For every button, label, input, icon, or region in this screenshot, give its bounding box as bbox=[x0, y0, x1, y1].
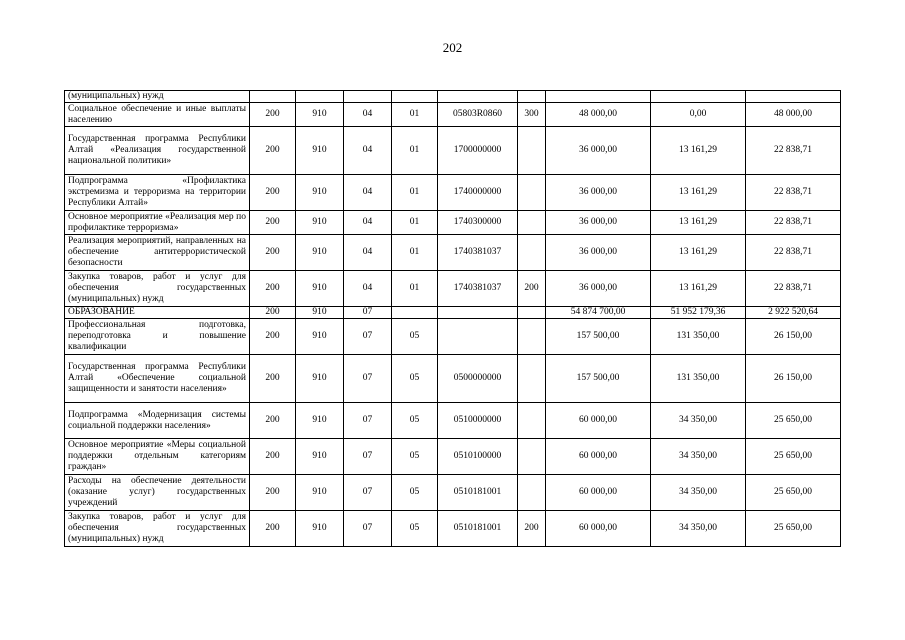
code-expense-type bbox=[518, 475, 546, 511]
value-remaining: 22 838,71 bbox=[746, 127, 841, 175]
code-expense-type bbox=[518, 211, 546, 235]
value-actual: 0,00 bbox=[651, 103, 746, 127]
value-plan: 36 000,00 bbox=[546, 235, 651, 271]
code-ministry: 910 bbox=[296, 127, 344, 175]
code-ministry: 910 bbox=[296, 403, 344, 439]
code-expense-type: 300 bbox=[518, 103, 546, 127]
row-name: Подпрограмма «Профилактика экстремизма и терроризма на территории Республики Алтай» bbox=[65, 175, 250, 211]
code-expense-type bbox=[518, 235, 546, 271]
code-expense-type bbox=[518, 175, 546, 211]
code-expense-type bbox=[518, 127, 546, 175]
code-section: 04 bbox=[344, 127, 392, 175]
value-remaining: 48 000,00 bbox=[746, 103, 841, 127]
code-target: 0500000000 bbox=[438, 355, 518, 403]
code-ministry: 910 bbox=[296, 439, 344, 475]
row-name: Государственная программа Республики Алтай «Реализация государственной национальной политики» bbox=[65, 127, 250, 175]
code-subsection: 01 bbox=[392, 103, 438, 127]
code-section: 07 bbox=[344, 307, 392, 319]
table-row bbox=[65, 475, 841, 511]
page-number: 202 bbox=[442, 40, 463, 55]
row-name: Закупка товаров, работ и услуг для обеспечения государственных (муниципальных) нужд bbox=[65, 511, 250, 547]
code-ministry: 910 bbox=[296, 235, 344, 271]
value-plan: 157 500,00 bbox=[546, 319, 651, 355]
code-target: 1700000000 bbox=[438, 127, 518, 175]
code-subsection: 05 bbox=[392, 355, 438, 403]
table-row bbox=[65, 439, 841, 475]
row-name: Социальное обеспечение и иные выплаты населению bbox=[65, 103, 250, 127]
row-name: Государственная программа Республики Алтай «Обеспечение социальной защищенности и занятости населения» bbox=[65, 355, 250, 403]
code-ministry: 910 bbox=[296, 319, 344, 355]
code-subsection bbox=[392, 91, 438, 103]
code-subsection: 01 bbox=[392, 235, 438, 271]
code-gr: 200 bbox=[250, 271, 296, 307]
code-section: 07 bbox=[344, 439, 392, 475]
value-actual: 13 161,29 bbox=[651, 211, 746, 235]
code-subsection bbox=[392, 307, 438, 319]
code-gr: 200 bbox=[250, 127, 296, 175]
value-actual: 34 350,00 bbox=[651, 511, 746, 547]
value-remaining: 26 150,00 bbox=[746, 355, 841, 403]
table-row bbox=[65, 319, 841, 355]
code-section: 04 bbox=[344, 103, 392, 127]
table-row bbox=[65, 307, 841, 319]
value-remaining: 2 922 520,64 bbox=[746, 307, 841, 319]
table-row bbox=[65, 403, 841, 439]
value-plan: 60 000,00 bbox=[546, 511, 651, 547]
value-remaining bbox=[746, 91, 841, 103]
value-remaining: 22 838,71 bbox=[746, 211, 841, 235]
code-subsection: 01 bbox=[392, 211, 438, 235]
value-actual: 51 952 179,36 bbox=[651, 307, 746, 319]
value-actual: 13 161,29 bbox=[651, 235, 746, 271]
code-ministry bbox=[296, 91, 344, 103]
code-gr: 200 bbox=[250, 403, 296, 439]
code-gr: 200 bbox=[250, 319, 296, 355]
code-section: 04 bbox=[344, 235, 392, 271]
row-name: Профессиональная подготовка, переподготовка и повышение квалификации bbox=[65, 319, 250, 355]
code-section: 04 bbox=[344, 211, 392, 235]
table-row bbox=[65, 355, 841, 403]
code-target: 1740381037 bbox=[438, 271, 518, 307]
code-subsection: 01 bbox=[392, 175, 438, 211]
value-remaining: 22 838,71 bbox=[746, 175, 841, 211]
code-target: 05803R0860 bbox=[438, 103, 518, 127]
table-row bbox=[65, 91, 841, 103]
code-gr bbox=[250, 91, 296, 103]
code-gr: 200 bbox=[250, 235, 296, 271]
value-plan: 48 000,00 bbox=[546, 103, 651, 127]
code-expense-type bbox=[518, 403, 546, 439]
code-subsection: 05 bbox=[392, 511, 438, 547]
code-target bbox=[438, 307, 518, 319]
code-ministry: 910 bbox=[296, 103, 344, 127]
value-actual: 131 350,00 bbox=[651, 319, 746, 355]
table-row bbox=[65, 211, 841, 235]
code-section: 07 bbox=[344, 355, 392, 403]
table-row bbox=[65, 271, 841, 307]
value-actual: 34 350,00 bbox=[651, 439, 746, 475]
value-actual: 34 350,00 bbox=[651, 475, 746, 511]
code-section: 04 bbox=[344, 175, 392, 211]
code-expense-type bbox=[518, 307, 546, 319]
value-plan: 54 874 700,00 bbox=[546, 307, 651, 319]
value-remaining: 25 650,00 bbox=[746, 403, 841, 439]
code-expense-type bbox=[518, 91, 546, 103]
value-actual: 13 161,29 bbox=[651, 127, 746, 175]
table-row bbox=[65, 103, 841, 127]
code-section bbox=[344, 91, 392, 103]
code-subsection: 05 bbox=[392, 319, 438, 355]
code-target bbox=[438, 319, 518, 355]
table-row bbox=[65, 127, 841, 175]
value-plan: 36 000,00 bbox=[546, 271, 651, 307]
code-ministry: 910 bbox=[296, 307, 344, 319]
code-ministry: 910 bbox=[296, 511, 344, 547]
row-name: Реализация мероприятий, направленных на обеспечение антитеррористической безопасности bbox=[65, 235, 250, 271]
code-expense-type bbox=[518, 439, 546, 475]
value-plan: 60 000,00 bbox=[546, 439, 651, 475]
code-target: 0510181001 bbox=[438, 475, 518, 511]
code-gr: 200 bbox=[250, 511, 296, 547]
code-section: 07 bbox=[344, 511, 392, 547]
value-actual: 34 350,00 bbox=[651, 403, 746, 439]
code-gr: 200 bbox=[250, 175, 296, 211]
code-gr: 200 bbox=[250, 475, 296, 511]
code-section: 04 bbox=[344, 271, 392, 307]
value-plan: 60 000,00 bbox=[546, 475, 651, 511]
value-plan: 157 500,00 bbox=[546, 355, 651, 403]
code-gr: 200 bbox=[250, 307, 296, 319]
code-subsection: 01 bbox=[392, 127, 438, 175]
value-remaining: 22 838,71 bbox=[746, 271, 841, 307]
code-gr: 200 bbox=[250, 103, 296, 127]
code-expense-type: 200 bbox=[518, 511, 546, 547]
code-ministry: 910 bbox=[296, 271, 344, 307]
code-ministry: 910 bbox=[296, 175, 344, 211]
value-actual: 131 350,00 bbox=[651, 355, 746, 403]
code-section: 07 bbox=[344, 319, 392, 355]
value-actual: 13 161,29 bbox=[651, 271, 746, 307]
row-name: Закупка товаров, работ и услуг для обеспечения государственных (муниципальных) нужд bbox=[65, 271, 250, 307]
value-actual bbox=[651, 91, 746, 103]
code-target bbox=[438, 91, 518, 103]
table-row bbox=[65, 235, 841, 271]
code-target: 0510100000 bbox=[438, 439, 518, 475]
row-name: (муниципальных) нужд bbox=[65, 91, 250, 103]
value-remaining: 26 150,00 bbox=[746, 319, 841, 355]
code-section: 07 bbox=[344, 403, 392, 439]
value-actual: 13 161,29 bbox=[651, 175, 746, 211]
value-plan: 60 000,00 bbox=[546, 403, 651, 439]
code-subsection: 05 bbox=[392, 475, 438, 511]
code-section: 07 bbox=[344, 475, 392, 511]
code-ministry: 910 bbox=[296, 355, 344, 403]
code-gr: 200 bbox=[250, 355, 296, 403]
code-target: 1740381037 bbox=[438, 235, 518, 271]
table-row bbox=[65, 511, 841, 547]
code-subsection: 05 bbox=[392, 439, 438, 475]
value-plan: 36 000,00 bbox=[546, 211, 651, 235]
value-remaining: 22 838,71 bbox=[746, 235, 841, 271]
code-ministry: 910 bbox=[296, 211, 344, 235]
budget-table bbox=[64, 90, 841, 547]
code-gr: 200 bbox=[250, 439, 296, 475]
row-name: Расходы на обеспечение деятельности (оказание услуг) государственных учреждений bbox=[65, 475, 250, 511]
value-plan: 36 000,00 bbox=[546, 127, 651, 175]
row-name: Основное мероприятие «Меры социальной поддержки отдельным категориям граждан» bbox=[65, 439, 250, 475]
code-target: 1740300000 bbox=[438, 211, 518, 235]
value-plan: 36 000,00 bbox=[546, 175, 651, 211]
code-target: 0510000000 bbox=[438, 403, 518, 439]
code-subsection: 01 bbox=[392, 271, 438, 307]
code-ministry: 910 bbox=[296, 475, 344, 511]
code-expense-type bbox=[518, 319, 546, 355]
code-target: 1740000000 bbox=[438, 175, 518, 211]
table-row bbox=[65, 175, 841, 211]
value-remaining: 25 650,00 bbox=[746, 439, 841, 475]
code-subsection: 05 bbox=[392, 403, 438, 439]
code-expense-type: 200 bbox=[518, 271, 546, 307]
row-name: Подпрограмма «Модернизация системы социальной поддержки населения» bbox=[65, 403, 250, 439]
row-name: ОБРАЗОВАНИЕ bbox=[65, 307, 250, 319]
value-plan bbox=[546, 91, 651, 103]
value-remaining: 25 650,00 bbox=[746, 511, 841, 547]
value-remaining: 25 650,00 bbox=[746, 475, 841, 511]
code-target: 0510181001 bbox=[438, 511, 518, 547]
code-gr: 200 bbox=[250, 211, 296, 235]
row-name: Основное мероприятие «Реализация мер по профилактике терроризма» bbox=[65, 211, 250, 235]
code-expense-type bbox=[518, 355, 546, 403]
